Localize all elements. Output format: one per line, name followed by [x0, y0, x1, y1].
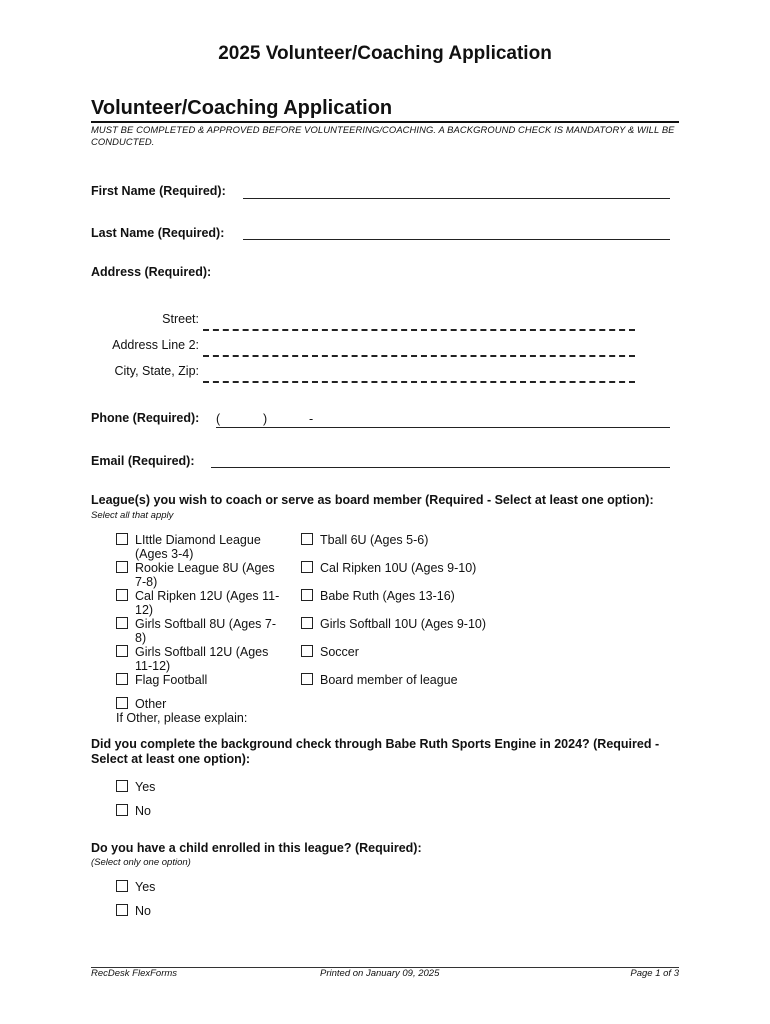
address-line2-input[interactable] — [203, 355, 635, 357]
phone-label: Phone (Required): — [91, 411, 200, 425]
league-checkbox[interactable] — [116, 589, 128, 601]
league-option-label: Cal Ripken 10U (Ages 9-10) — [320, 561, 477, 575]
league-option-label: Girls Softball 12U (Ages 11-12) — [135, 645, 269, 673]
address-label: Address (Required): — [91, 265, 212, 279]
email-label: Email (Required): — [91, 454, 195, 468]
title-rule — [91, 121, 679, 123]
child-enrolled-no-checkbox[interactable] — [116, 904, 128, 916]
league-option-label: Board member of league — [320, 673, 458, 687]
form-title: Volunteer/Coaching Application — [91, 97, 393, 119]
league-checkbox[interactable] — [116, 673, 128, 685]
leagues-hint: Select all that apply — [91, 510, 174, 521]
background-check-yes-checkbox[interactable] — [116, 780, 128, 792]
background-check-no-checkbox[interactable] — [116, 804, 128, 816]
league-checkbox[interactable] — [301, 645, 313, 657]
phone-open-paren: ( — [216, 412, 221, 426]
last-name-label: Last Name (Required): — [91, 226, 225, 240]
phone-dash: - — [309, 412, 314, 426]
child-enrolled-hint: (Select only one option) — [91, 857, 191, 868]
city-state-zip-input[interactable] — [203, 381, 635, 383]
league-option-label: Girls Softball 10U (Ages 9-10) — [320, 617, 487, 631]
child-enrolled-yes-label: Yes — [135, 880, 156, 894]
child-enrolled-yes-checkbox[interactable] — [116, 880, 128, 892]
leagues-question: League(s) you wish to coach or serve as board member (Required - Select at least one option): — [91, 493, 654, 507]
street-input[interactable] — [203, 329, 635, 331]
other-checkbox[interactable] — [116, 697, 128, 709]
street-label: Street: — [162, 312, 199, 326]
email-input[interactable] — [211, 467, 670, 468]
city-state-zip-label: City, State, Zip: — [114, 364, 199, 378]
first-name-label: First Name (Required): — [91, 184, 226, 198]
background-check-question: Did you complete the background check through Babe Ruth Sports Engine in 2024? (Required - Select at least one option): — [91, 737, 660, 766]
footer-page-number: Page 1 of 3 — [630, 968, 679, 979]
other-label: Other — [135, 697, 167, 711]
league-checkbox[interactable] — [301, 561, 313, 573]
league-option-label: Flag Football — [135, 673, 208, 687]
footer-printed-date: Printed on January 09, 2025 — [320, 968, 440, 979]
phone-close-paren: ) — [263, 412, 268, 426]
league-option-label: Rookie League 8U (Ages 7-8) — [135, 561, 275, 589]
league-checkbox[interactable] — [116, 617, 128, 629]
notice-text: MUST BE COMPLETED & APPROVED BEFORE VOLUNTEERING/COACHING. A BACKGROUND CHECK IS MANDATORY & WILL BE CONDUCTED. — [91, 124, 675, 147]
other-explain-label: If Other, please explain: — [116, 711, 248, 725]
league-option-label: Tball 6U (Ages 5-6) — [320, 533, 429, 547]
league-checkbox[interactable] — [116, 645, 128, 657]
league-option-label: Cal Ripken 12U (Ages 11-12) — [135, 589, 280, 617]
address-line2-label: Address Line 2: — [112, 338, 199, 352]
phone-input[interactable] — [216, 427, 670, 428]
background-check-yes-label: Yes — [135, 780, 156, 794]
league-option-label: LIttle Diamond League (Ages 3-4) — [135, 533, 261, 561]
league-checkbox[interactable] — [301, 617, 313, 629]
league-option-label: Girls Softball 8U (Ages 7-8) — [135, 617, 277, 645]
league-checkbox[interactable] — [116, 561, 128, 573]
footer-source: RecDesk FlexForms — [91, 968, 178, 979]
league-checkbox[interactable] — [301, 533, 313, 545]
league-option-label: Babe Ruth (Ages 13-16) — [320, 589, 455, 603]
league-checkbox[interactable] — [301, 589, 313, 601]
page-title: 2025 Volunteer/Coaching Application — [218, 43, 552, 64]
child-enrolled-question: Do you have a child enrolled in this league? (Required): — [91, 841, 422, 855]
last-name-input[interactable] — [243, 239, 670, 240]
background-check-no-label: No — [135, 804, 151, 818]
league-option-label: Soccer — [320, 645, 359, 659]
child-enrolled-no-label: No — [135, 904, 151, 918]
first-name-input[interactable] — [243, 198, 670, 199]
league-checkbox[interactable] — [116, 533, 128, 545]
league-checkbox[interactable] — [301, 673, 313, 685]
